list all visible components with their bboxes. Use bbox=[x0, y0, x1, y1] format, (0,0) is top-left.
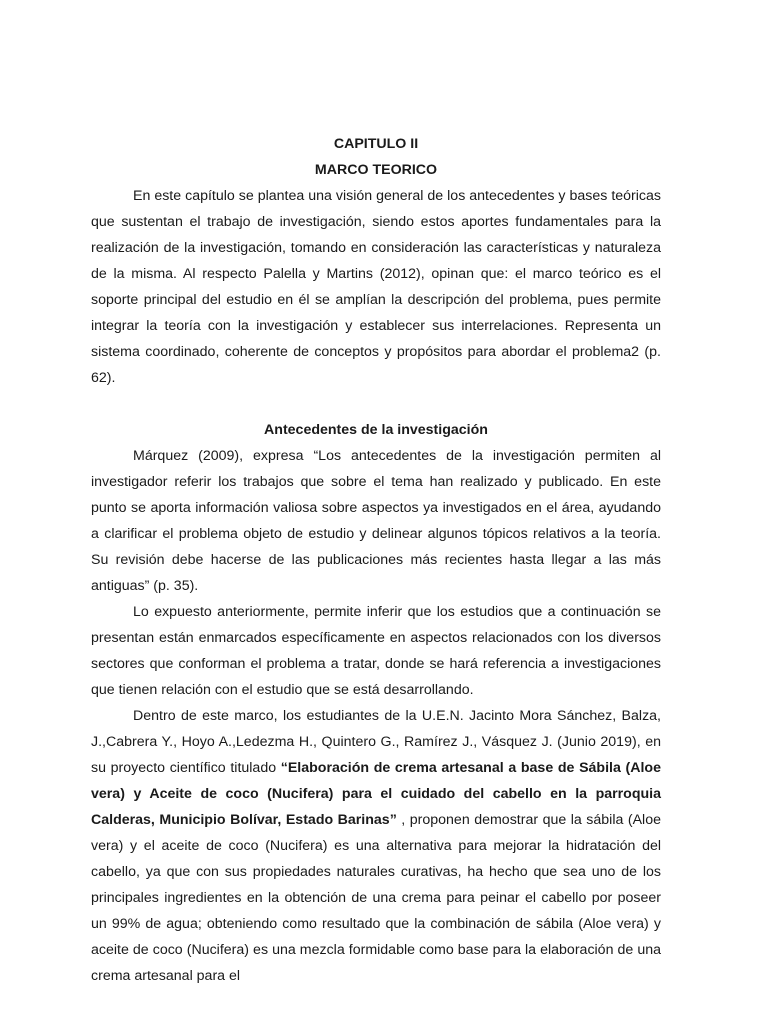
antecedentes-paragraph-3 bbox=[91, 703, 661, 989]
paragraph-3-intro: Dentro de este marco, los estudiantes de la U.E.N. Jacinto Mora Sánchez, Balza, J.,Cabrera Y., Hoyo A.,Ledezma H., Quintero G., Ramírez J., Vásquez J. (Junio 2019), en su proyecto científico titulado bbox=[91, 708, 661, 776]
antecedentes-paragraph-1: Márquez (2009), expresa “Los antecedentes de la investigación permiten al investigador referir los trabajos que sobre el tema han realizado y publicado. En este punto se aporta información valiosa sobre aspectos ya investigados en el área, ayudando a clarificar el problema objeto de estudio y delinear algunos tópicos relativos a la teoría. Su revisión debe hacerse de las publicaciones más recientes hasta llegar a las más antiguas” (p. 35). bbox=[91, 448, 661, 594]
project-title: “Elaboración de crema artesanal a base de Sábila (Aloe vera) y Aceite de coco (Nucifera) para el cuidado del cabello en la parroquia Calderas, Municipio Bolívar, Estado Barinas” bbox=[91, 760, 661, 828]
section-spacer bbox=[91, 391, 661, 417]
antecedentes-paragraph-2: Lo expuesto anteriormente, permite inferir que los estudios que a continuación se presentan están enmarcados específicamente en aspectos relacionados con los diversos sectores que conforman el problema a tratar, donde se hará referencia a investigaciones que tienen relación con el estudio que se está desarrollando. bbox=[91, 604, 661, 698]
chapter-title: MARCO TEORICO bbox=[314, 162, 438, 178]
paragraph-3-continuation: , proponen demostrar que la sábila (Aloe vera) y el aceite de coco (Nucifera) es una alternativa para mejorar la hidratación del cabello, ya que con sus propiedades naturales curativas, ha hecho que sea uno de los principales ingredientes en la obtención de una crema para peinar el cabello por poseer un 99% de agua; obteniendo como resultado que la combinación de sábila (Aloe vera) y aceite de coco (Nucifera) es una mezcla formidable como base para la elaboración de una crema artesanal para el bbox=[91, 812, 661, 984]
intro-paragraph: En este capítulo se plantea una visión general de los antecedentes y bases teóricas que sustentan el trabajo de investigación, siendo estos aportes fundamentales para la realización de la investigación, tomando en consideración las características y naturaleza de la misma. Al respecto Palella y Martins (2012), opinan que: el marco teórico es el soporte principal del estudio en él se amplían la descripción del problema, pues permite integrar la teoría con la investigación y establecer sus interrelaciones. Representa un sistema coordinado, coherente de conceptos y propósitos para abordar el problema2 (p. 62). bbox=[91, 188, 661, 386]
section-heading: Antecedentes de la investigación bbox=[264, 422, 488, 438]
document-body bbox=[91, 131, 661, 989]
chapter-number: CAPITULO II bbox=[333, 136, 419, 152]
